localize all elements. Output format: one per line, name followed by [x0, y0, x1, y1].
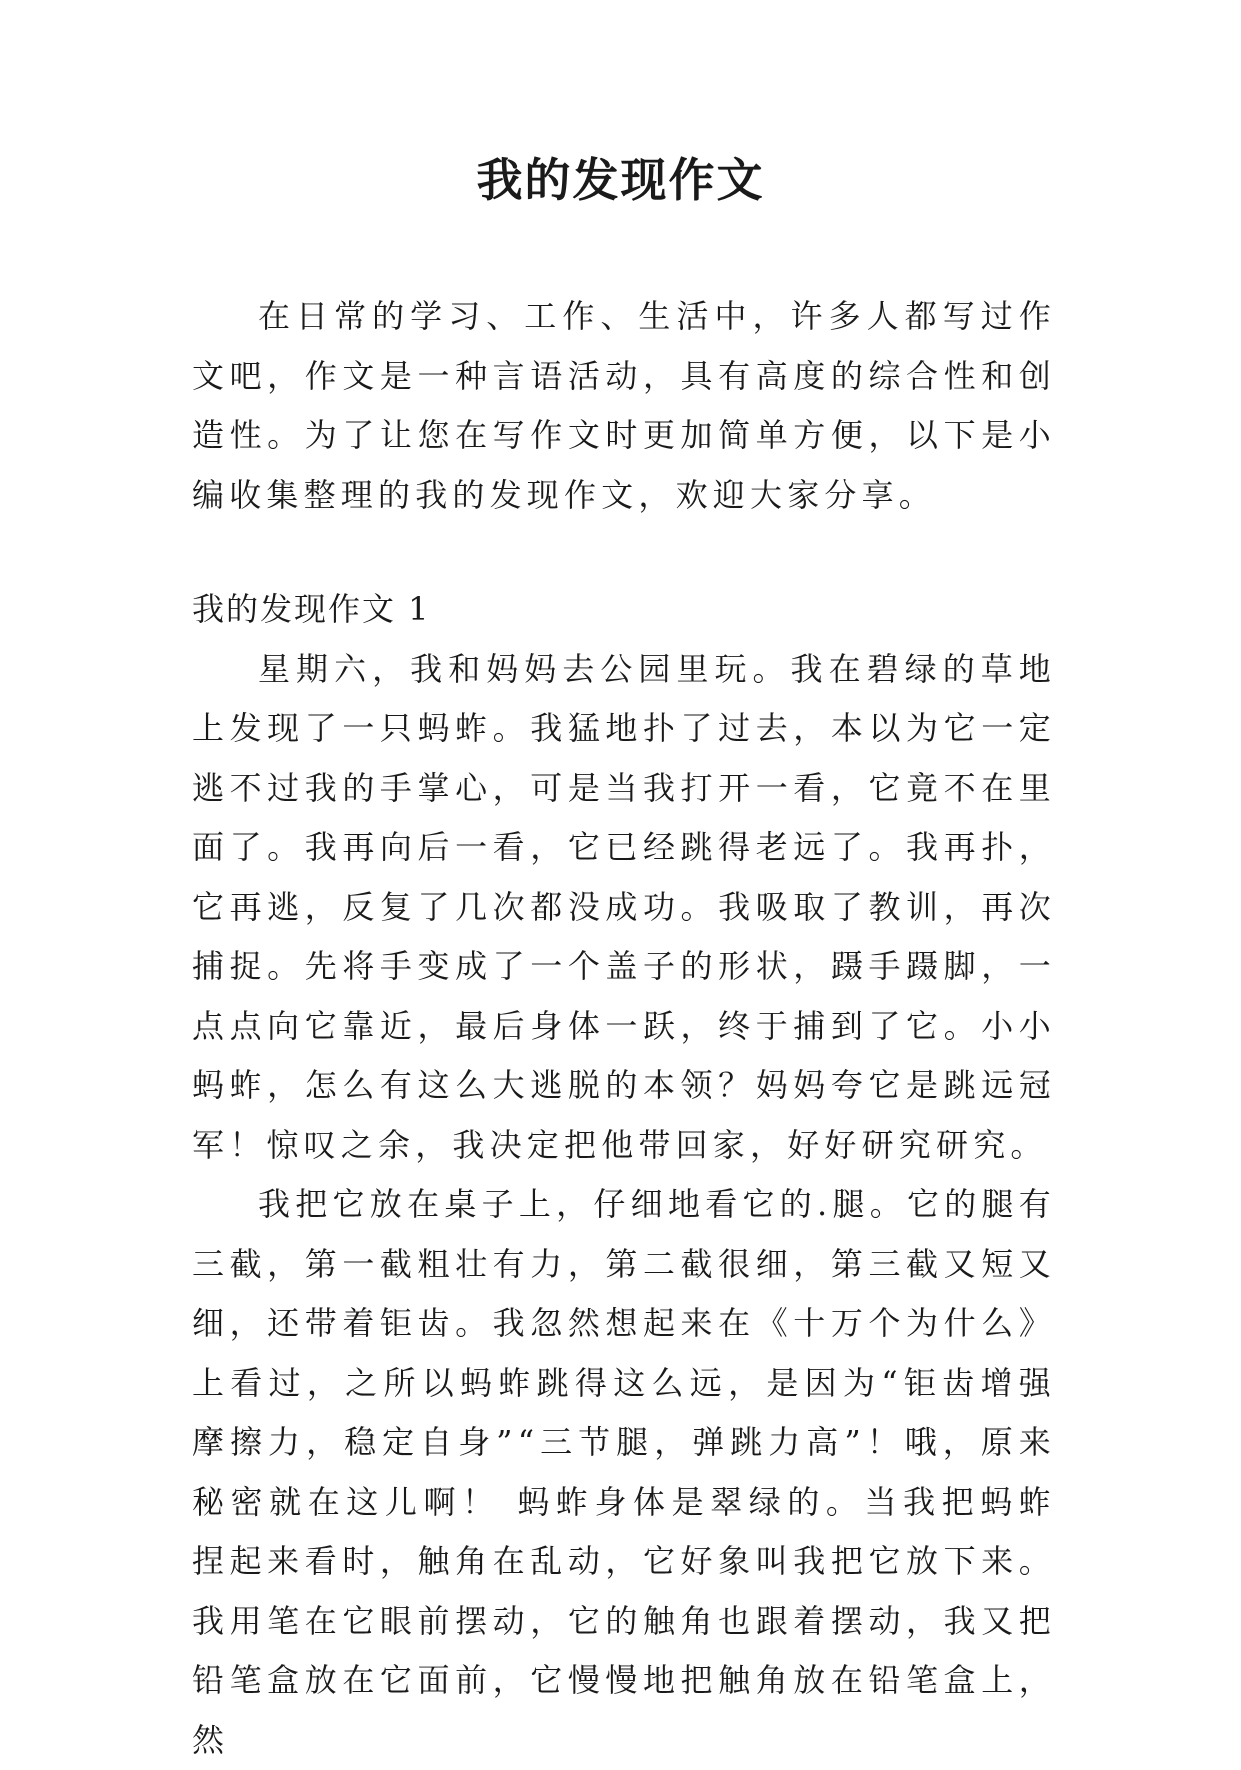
intro-paragraph: 在日常的学习、工作、生活中，许多人都写过作文吧，作文是一种言语活动，具有高度的综合性和创造性。为了让您在写作文时更加简单方便，以下是小编收集整理的我的发现作文，欢迎大家分享。	[192, 297, 1056, 514]
essay-section-1	[192, 580, 1056, 1770]
document-title: 我的发现作文	[476, 153, 765, 207]
intro-block	[192, 287, 1056, 525]
section-heading: 我的发现作文 1	[192, 590, 431, 628]
section-paragraph-1: 星期六，我和妈妈去公园里玩。我在碧绿的草地上发现了一只蚂蚱。我猛地扑了过去，本以为它一定逃不过我的手掌心，可是当我打开一看，它竟不在里面了。我再向后一看，它已经跳得老远了。我再扑，它再逃，反复了几次都没成功。我吸取了教训，再次捕捉。先将手变成了一个盖子的形状，蹑手蹑脚，一点点向它靠近，最后身体一跃，终于捕到了它。小小蚂蚱，怎么有这么大逃脱的本领？妈妈夸它是跳远冠军！惊叹之余，我决定把他带回家，好好研究研究。	[192, 649, 1056, 1164]
section-paragraph-2: 我把它放在桌子上，仔细地看它的.腿。它的腿有三截，第一截粗壮有力，第二截很细，第三截又短又细，还带着钜齿。我忽然想起来在《十万个为什么》上看过，之所以蚂蚱跳得这么远，是因为“钜齿增强摩擦力，稳定自身”“三节腿，弹跳力高”！哦，原来秘密就在这儿啊！ 蚂蚱身体是翠绿的。当我把蚂蚱捏起来看时，触角在乱动，它好象叫我把它放下来。我用笔在它眼前摆动，它的触角也跟着摆动，我又把铅笔盒放在它面前，它慢慢地把触角放在铅笔盒上，然	[192, 1185, 1056, 1759]
